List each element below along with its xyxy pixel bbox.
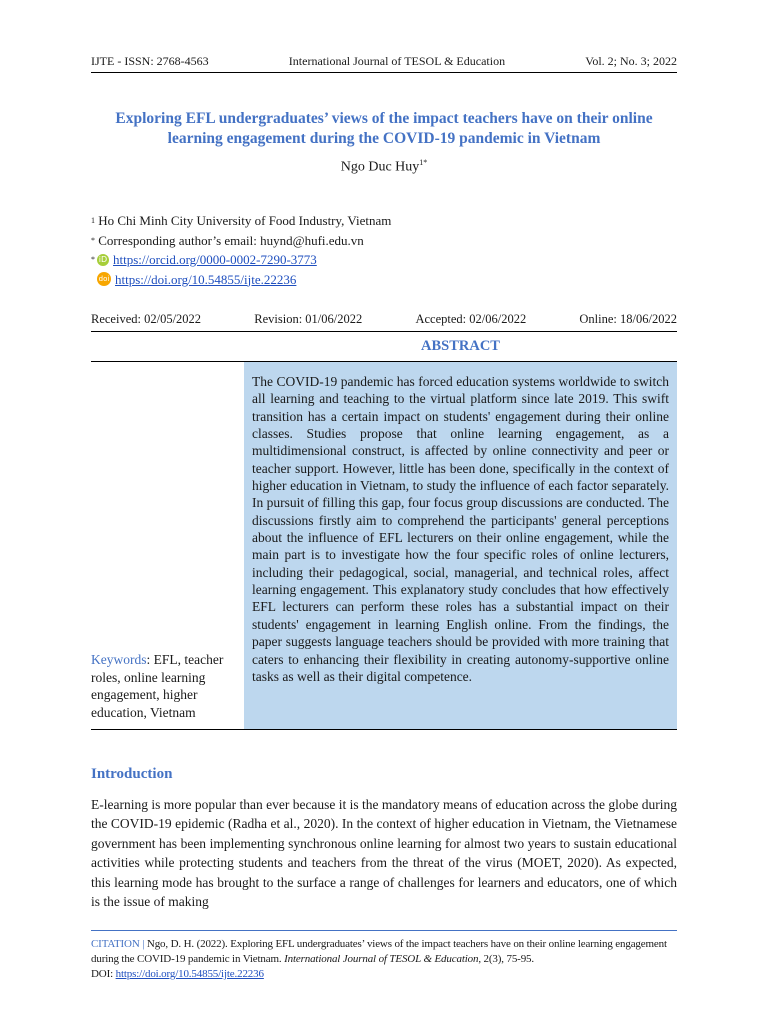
abstract-text: The COVID-19 pandemic has forced education systems worldwide to switch all learning and teaching to the virtual platform since late 2019. This swift transition has a certain impact on students' engagement during their online classes. Studies propose that online learning engagement, as a multidimensional construct, is affected by online connectivity and peer or teacher support. However, little has been done, specifically in the context of higher education in Vietnam, to study the influence of each factor separately. In pursuit of filling this gap, four focus group discussions are conducted. The discussions firstly aim to comprehend the participants' general perceptions about the influence of EFL lecturers on their online engagement, while the main part is to investigate how the four specific roles of online lecturers, including their pedagogical, social, managerial, and technical roles, affect learning engagement. This explanatory study concludes that how effectively EFL lecturers can perform these roles has a substantial impact on their students' engagement in learning English online. From the findings, the paper suggests language teachers should be provided with more training that caters to enhancing their flexibility in creating autonomy-supportive online tasks as well as their digital competence. — [252, 374, 669, 684]
author-marks: 1* — [419, 158, 428, 167]
affiliation-mark: 1 — [91, 216, 95, 225]
corresponding-row — [91, 231, 391, 251]
orcid-row — [91, 250, 391, 270]
dates-row — [91, 312, 677, 327]
header-issn: IJTE - ISSN: 2768-4563 — [91, 54, 209, 68]
orcid-mark: * — [91, 255, 95, 264]
date-revision: Revision: 01/06/2022 — [254, 312, 363, 326]
date-received: Received: 02/05/2022 — [91, 312, 202, 326]
citation-pages: (3), 75-95. — [488, 953, 534, 965]
footer-divider — [91, 930, 677, 931]
keywords-text: : EFL, teacher roles, online learning engagement, higher education, Vietnam — [91, 652, 224, 720]
orcid-link[interactable]: https://orcid.org/0000-0002-7290-3773 — [113, 252, 317, 267]
affiliation-institution-row — [91, 211, 391, 231]
header-volume: Vol. 2; No. 3; 2022 — [585, 54, 677, 68]
citation-doi-link[interactable]: https://doi.org/10.54855/ijte.22236 — [115, 968, 264, 980]
doi-link[interactable]: https://doi.org/10.54855/ijte.22236 — [115, 271, 297, 287]
citation-doi-label: DOI: — [91, 968, 116, 980]
corresponding-mark: * — [91, 235, 95, 245]
date-accepted: Accepted: 02/06/2022 — [415, 312, 527, 326]
citation-volume-sep: , 2 — [478, 953, 489, 965]
author-line — [91, 158, 677, 176]
citation-journal: International Journal of TESOL & Education — [284, 953, 479, 965]
header-journal: International Journal of TESOL & Education — [288, 54, 506, 68]
doi-icon: doi — [97, 272, 111, 286]
affiliation-block — [91, 211, 391, 289]
abstract-bottom-rule — [91, 729, 677, 730]
header-divider — [91, 72, 677, 73]
introduction-heading: Introduction — [91, 766, 173, 782]
citation-block — [91, 937, 677, 982]
doi-row — [91, 270, 391, 290]
citation-text: Ngo, D. H. (2022). Exploring EFL undergraduates’ views of the impact teachers have on their online learning engagement during the COVID-19 pandemic in Vietnam. — [91, 938, 667, 965]
keywords — [91, 651, 244, 721]
running-header — [91, 54, 677, 69]
abstract-heading: ABSTRACT — [421, 338, 500, 354]
keywords-box — [91, 362, 244, 729]
date-online: Online: 18/06/2022 — [579, 312, 677, 326]
orcid-icon: iD — [98, 254, 108, 264]
dates-divider — [91, 331, 677, 332]
abstract-box — [244, 362, 677, 729]
corresponding-email: Corresponding author’s email: huynd@hufi.edu.vn — [98, 232, 364, 248]
keywords-label: Keywords — [91, 652, 147, 668]
paper-title: Exploring EFL undergraduates’ views of the impact teachers have on their online learning engagement during the COVID-19 pandemic in Vietnam — [115, 110, 653, 147]
citation-label: CITATION | — [91, 938, 145, 950]
introduction-paragraph: E-learning is more popular than ever because it is the mandatory means of education across the globe during the COVID-19 epidemic (Radha et al., 2020). In the context of higher education in Vietnam, the Vietnamese government has been implementing synchronous online learning for almost two years to sustain educational activities while protecting students and teachers from the threat of the virus (MOET, 2020). As expected, this learning mode has brought to the surface a range of challenges for learners and educators, one of which is the issue of making — [91, 797, 677, 910]
affiliation-institution: Ho Chi Minh City University of Food Industry, Vietnam — [98, 213, 392, 228]
author-name: Ngo Duc Huy — [340, 159, 420, 175]
